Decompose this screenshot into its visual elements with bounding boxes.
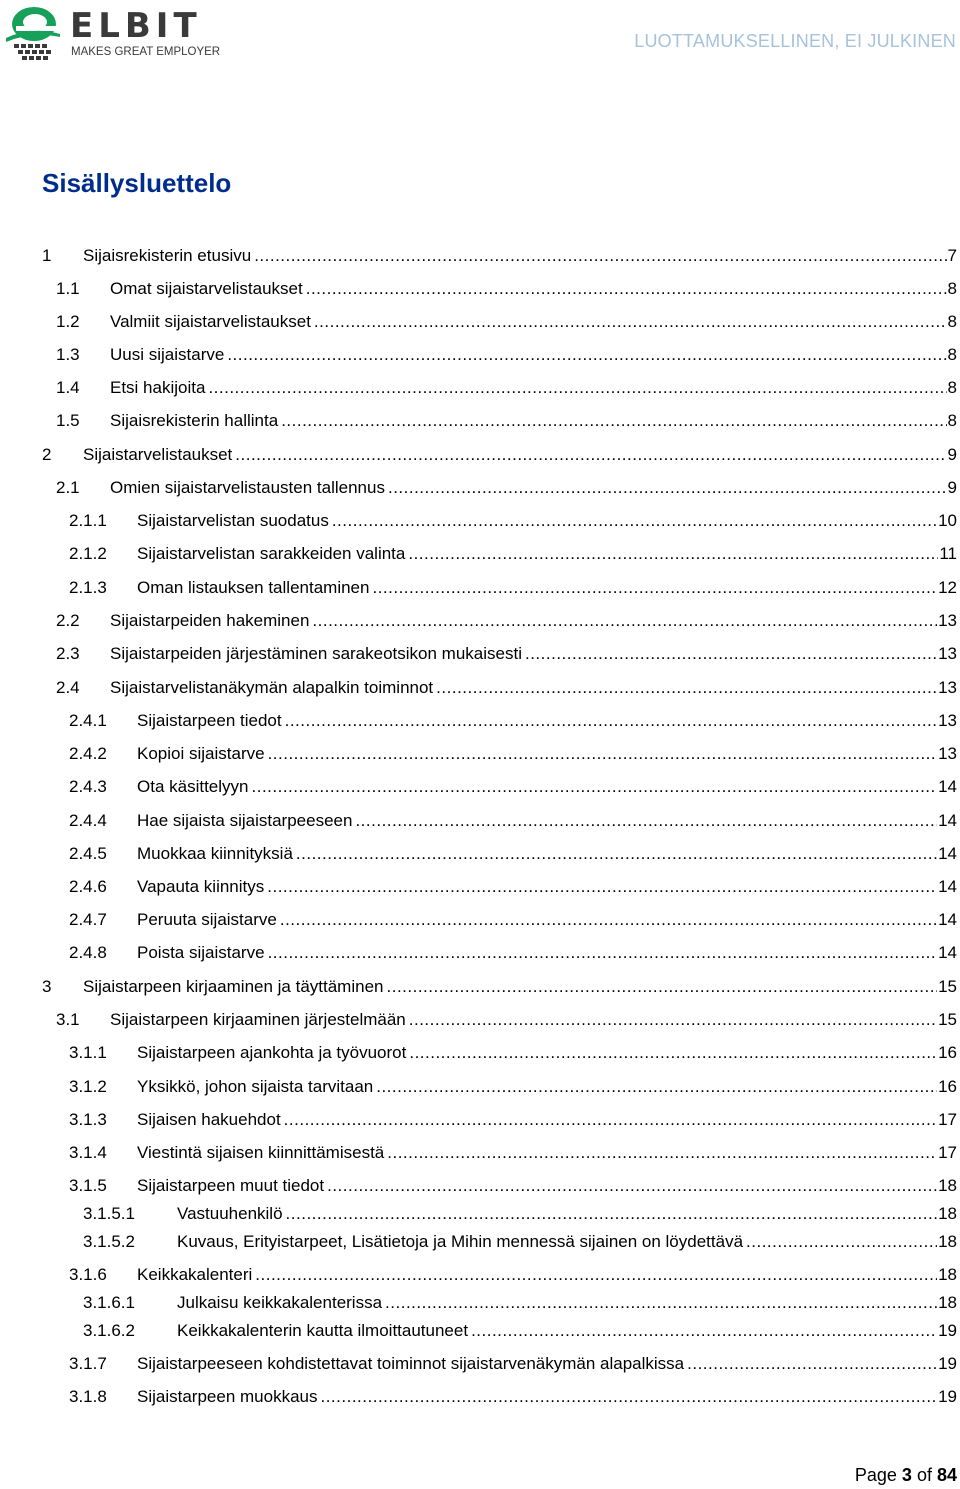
toc-entry[interactable] <box>69 1109 957 1131</box>
toc-entry[interactable] <box>83 1292 957 1314</box>
toc-entry-page: 13 <box>938 644 957 663</box>
toc-dot-leader <box>320 1386 937 1408</box>
toc-entry[interactable] <box>56 278 957 300</box>
toc-entry-title: Sijaisen hakuehdot <box>137 1110 281 1129</box>
toc-entry[interactable] <box>69 1386 957 1408</box>
toc-entry[interactable] <box>83 1320 957 1342</box>
toc-entry-page: 8 <box>947 411 957 430</box>
toc-entry[interactable] <box>56 1009 957 1031</box>
toc-entry[interactable] <box>69 843 957 865</box>
toc-entry-title: Vapauta kiinnitys <box>137 877 265 896</box>
toc-entry-number: 1.2 <box>56 312 80 331</box>
toc-entry-title: Ota käsittelyyn <box>137 777 249 796</box>
toc-entry[interactable] <box>56 677 957 699</box>
toc-entry-number: 3.1.6 <box>69 1265 107 1284</box>
toc-entry-page: 10 <box>938 511 957 530</box>
toc-entry-title: Sijaistarpeen muut tiedot <box>137 1176 325 1195</box>
toc-entry-number: 3.1.8 <box>69 1387 107 1406</box>
toc-entry[interactable] <box>56 643 957 665</box>
toc-entry-number: 2.1.2 <box>69 544 107 563</box>
toc-entry-number: 2.4.2 <box>69 744 107 763</box>
toc-entry-title: Sijaistarvelistanäkymän alapalkin toiminnot <box>110 678 434 697</box>
toc-entry-title: Hae sijaista sijaistarpeeseen <box>137 811 353 830</box>
toc-entry-number: 1.3 <box>56 345 80 364</box>
toc-entry-title: Sijaistarpeen kirjaaminen järjestelmään <box>110 1010 406 1029</box>
toc-dot-leader <box>376 1076 937 1098</box>
toc-entry[interactable] <box>42 245 957 267</box>
toc-entry-title: Etsi hakijoita <box>110 378 206 397</box>
toc-entry[interactable] <box>56 610 957 632</box>
toc-entry[interactable] <box>42 976 957 998</box>
toc-entry-page: 17 <box>938 1143 957 1162</box>
toc-entry-title: Omien sijaistarvelistausten tallennus <box>110 478 385 497</box>
toc-dot-leader <box>746 1231 937 1253</box>
toc-dot-leader <box>280 909 937 931</box>
toc-entry-page: 15 <box>938 1010 957 1029</box>
toc-entry-title: Sijaistarvelistan sarakkeiden valinta <box>137 544 406 563</box>
toc-dot-leader <box>306 278 947 300</box>
toc-entry-title: Sijaistarpeen ajankohta ja työvuorot <box>137 1043 407 1062</box>
toc-entry-page: 14 <box>938 910 957 929</box>
toc-entry[interactable] <box>69 1142 957 1164</box>
toc-entry-page: 8 <box>947 312 957 331</box>
toc-entry-page: 18 <box>938 1176 957 1195</box>
toc-dot-leader <box>268 942 938 964</box>
toc-entry-page: 7 <box>947 246 957 265</box>
toc-entry-page: 11 <box>939 544 957 563</box>
toc-entry-number: 1.1 <box>56 279 80 298</box>
toc-dot-leader <box>372 577 937 599</box>
toc-entry-title: Viestintä sijaisen kiinnittämisestä <box>137 1143 385 1162</box>
toc-entry-number: 3 <box>42 977 52 996</box>
toc-entry-title: Peruuta sijaistarve <box>137 910 277 929</box>
toc-entry-page: 9 <box>947 445 957 464</box>
toc-entry-page: 17 <box>938 1110 957 1129</box>
toc-dot-leader <box>285 710 937 732</box>
toc-entry-number: 3.1.5 <box>69 1176 107 1195</box>
toc-dot-leader <box>471 1320 937 1342</box>
toc-entry[interactable] <box>83 1203 957 1225</box>
toc-entry-title: Sijaisrekisterin etusivu <box>83 246 252 265</box>
toc-entry[interactable] <box>69 577 957 599</box>
toc-entry[interactable] <box>56 377 957 399</box>
toc-dot-leader <box>408 543 938 565</box>
toc-entry[interactable] <box>69 543 957 565</box>
toc-dot-leader <box>436 677 937 699</box>
toc-entry-number: 2.4.5 <box>69 844 107 863</box>
toc-dot-leader <box>254 245 946 267</box>
toc-entry-title: Sijaistarpeeseen kohdistettavat toiminnot sijaistarvenäkymän alapalkissa <box>137 1354 685 1373</box>
toc-entry-title: Kuvaus, Erityistarpeet, Lisätietoja ja Mihin mennessä sijainen on löydettävä <box>177 1232 744 1251</box>
toc-dot-leader <box>409 1042 937 1064</box>
toc-dot-leader <box>296 843 937 865</box>
toc-dot-leader <box>268 743 938 765</box>
toc-entry-page: 19 <box>938 1321 957 1340</box>
toc-entry-number: 2.4.3 <box>69 777 107 796</box>
toc-entry-title: Keikkakalenteri <box>137 1265 253 1284</box>
toc-entry-number: 3.1.2 <box>69 1077 107 1096</box>
toc-entry-title: Oman listauksen tallentaminen <box>137 578 370 597</box>
toc-entry-title: Uusi sijaistarve <box>110 345 225 364</box>
toc-entry[interactable] <box>69 743 957 765</box>
page-footer <box>855 1465 957 1486</box>
toc-dot-leader <box>327 1175 937 1197</box>
toc-entry-title: Poista sijaistarve <box>137 943 265 962</box>
toc-entry[interactable] <box>56 477 957 499</box>
toc-dot-leader <box>252 776 938 798</box>
toc-entry-number: 2.4.7 <box>69 910 107 929</box>
toc-entry-number: 1.5 <box>56 411 80 430</box>
total-pages-number: 84 <box>936 1465 957 1485</box>
toc-dot-leader <box>284 1109 937 1131</box>
toc-entry[interactable] <box>69 1175 957 1197</box>
toc-entry-number: 3.1 <box>56 1010 80 1029</box>
toc-entry[interactable] <box>69 810 957 832</box>
toc-entry-page: 13 <box>938 744 957 763</box>
toc-dot-leader <box>208 377 946 399</box>
toc-entry[interactable] <box>69 1042 957 1064</box>
toc-entry[interactable] <box>56 410 957 432</box>
toc-entry[interactable] <box>69 942 957 964</box>
toc-dot-leader <box>332 510 937 532</box>
logo-name: ELBIT <box>70 6 202 46</box>
toc-entry-title: Yksikkö, johon sijaista tarvitaan <box>137 1077 374 1096</box>
toc-entry-page: 8 <box>947 345 957 364</box>
toc-entry-number: 1.4 <box>56 378 80 397</box>
toc-title: Sisällysluettelo <box>42 168 232 198</box>
toc-entry-page: 16 <box>938 1077 957 1096</box>
toc-entry-page: 14 <box>938 877 957 896</box>
current-page-number: 3 <box>901 1465 912 1485</box>
toc-entry-title: Sijaistarpeen tiedot <box>137 711 282 730</box>
toc-entry-number: 2.4.6 <box>69 877 107 896</box>
toc-entry-number: 2.4.4 <box>69 811 107 830</box>
toc-entry-title: Sijaistarpeiden järjestäminen sarakeotsikon mukaisesti <box>110 644 522 663</box>
toc-dot-leader <box>235 444 946 466</box>
toc-entry-page: 14 <box>938 777 957 796</box>
toc-entry-title: Vastuuhenkilö <box>177 1204 283 1223</box>
of-word: of <box>916 1465 932 1485</box>
toc-entry-title: Sijaistarvelistaukset <box>83 445 233 464</box>
toc-entry-page: 19 <box>938 1387 957 1406</box>
toc-entry-title: Julkaisu keikkakalenterissa <box>177 1293 383 1312</box>
toc-entry-title: Kopioi sijaistarve <box>137 744 265 763</box>
toc-entry-title: Omat sijaistarvelistaukset <box>110 279 303 298</box>
toc-entry[interactable] <box>69 1264 957 1286</box>
toc-entry-number: 2.1.3 <box>69 578 107 597</box>
toc-entry-title: Valmiit sijaistarvelistaukset <box>110 312 311 331</box>
toc-entry-number: 2.4.1 <box>69 711 107 730</box>
toc-entry-page: 18 <box>938 1293 957 1312</box>
toc-entry-page: 13 <box>938 678 957 697</box>
toc-dot-leader <box>525 643 937 665</box>
toc-entry[interactable] <box>69 776 957 798</box>
toc-dot-leader <box>314 311 947 333</box>
toc-dot-leader <box>355 810 937 832</box>
toc-entry[interactable] <box>42 444 957 466</box>
toc-entry-number: 2.1.1 <box>69 511 107 530</box>
toc-entry-title: Keikkakalenterin kautta ilmoittautuneet <box>177 1321 469 1340</box>
toc-entry-number: 3.1.7 <box>69 1354 107 1373</box>
toc-entry-page: 9 <box>947 478 957 497</box>
logo-tagline: MAKES GREAT EMPLOYERS <box>71 46 220 58</box>
toc-entry-page: 12 <box>938 578 957 597</box>
toc-entry-page: 13 <box>938 711 957 730</box>
toc-entry-page: 14 <box>938 811 957 830</box>
toc-entry-number: 3.1.5.2 <box>83 1232 135 1251</box>
toc-entry-title: Sijaistarpeen muokkaus <box>137 1387 318 1406</box>
toc-entry-number: 2.1 <box>56 478 80 497</box>
toc-dot-leader <box>267 876 937 898</box>
toc-dot-leader <box>388 477 947 499</box>
toc-dot-leader <box>227 344 946 366</box>
toc-entry-number: 3.1.6.1 <box>83 1293 135 1312</box>
toc-entry-page: 18 <box>938 1232 957 1251</box>
toc-entry-page: 8 <box>947 378 957 397</box>
toc-entry-page: 19 <box>938 1354 957 1373</box>
toc-entry-title: Sijaisrekisterin hallinta <box>110 411 279 430</box>
toc-entry-page: 18 <box>938 1204 957 1223</box>
toc-entry-number: 2.4.8 <box>69 943 107 962</box>
toc-entry-number: 3.1.5.1 <box>83 1204 135 1223</box>
toc-dot-leader <box>385 1292 937 1314</box>
toc-dot-leader <box>312 610 937 632</box>
toc-entry-title: Sijaistarvelistan suodatus <box>137 511 329 530</box>
toc-entry-number: 2.3 <box>56 644 80 663</box>
toc-entry[interactable] <box>69 1076 957 1098</box>
toc-entry[interactable] <box>56 344 957 366</box>
toc-entry[interactable] <box>56 311 957 333</box>
toc-entry-number: 1 <box>42 246 52 265</box>
confidentiality-label: LUOTTAMUKSELLINEN, EI JULKINEN <box>634 31 956 51</box>
toc-entry-page: 15 <box>938 977 957 996</box>
toc-entry[interactable] <box>69 876 957 898</box>
toc-dot-leader <box>409 1009 937 1031</box>
toc-entry-page: 14 <box>938 844 957 863</box>
toc-entry-number: 3.1.6.2 <box>83 1321 135 1340</box>
toc-entry-number: 3.1.3 <box>69 1110 107 1129</box>
toc-entry-title: Muokkaa kiinnityksiä <box>137 844 293 863</box>
toc-dot-leader <box>687 1353 937 1375</box>
toc-dot-leader <box>387 976 938 998</box>
toc-dot-leader <box>286 1203 938 1225</box>
toc-dot-leader <box>281 410 946 432</box>
toc-entry-title: Sijaistarpeen kirjaaminen ja täyttäminen <box>83 977 384 996</box>
toc-entry-number: 2.4 <box>56 678 80 697</box>
toc-entry-page: 13 <box>938 611 957 630</box>
toc-dot-leader <box>255 1264 937 1286</box>
toc-dot-leader <box>387 1142 937 1164</box>
toc-entry-number: 2.2 <box>56 611 80 630</box>
toc-entry-page: 8 <box>947 279 957 298</box>
toc-entry[interactable] <box>69 1353 957 1375</box>
toc-entry-number: 2 <box>42 445 52 464</box>
toc-entry-page: 16 <box>938 1043 957 1062</box>
toc-entry-number: 3.1.4 <box>69 1143 107 1162</box>
toc-entry[interactable] <box>83 1231 957 1253</box>
page-word: Page <box>854 1465 897 1485</box>
toc-entry[interactable] <box>69 909 957 931</box>
toc-entry[interactable] <box>69 510 957 532</box>
toc-entry-page: 14 <box>938 943 957 962</box>
toc-entry-number: 3.1.1 <box>69 1043 107 1062</box>
toc-entry[interactable] <box>69 710 957 732</box>
toc-entry-title: Sijaistarpeiden hakeminen <box>110 611 310 630</box>
toc-entry-page: 18 <box>938 1265 957 1284</box>
